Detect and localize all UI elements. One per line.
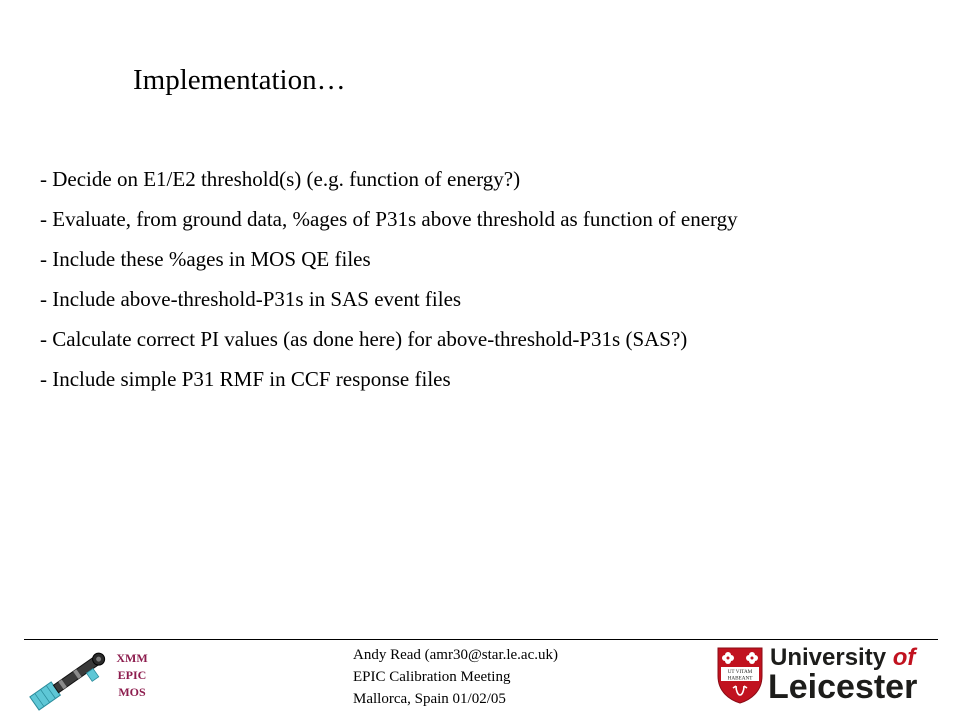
bullet-list xyxy=(40,166,738,406)
university-logo xyxy=(716,646,940,706)
author-info xyxy=(353,644,558,710)
bullet-item: - Include above-threshold-P31s in SAS event files xyxy=(40,287,462,311)
bullet-item: - Include these %ages in MOS QE files xyxy=(40,247,371,271)
author-line: EPIC Calibration Meeting xyxy=(353,669,511,685)
mission-line: XMM xyxy=(116,651,148,665)
bullet-item: - Decide on E1/E2 threshold(s) (e.g. function of energy?) xyxy=(40,167,521,191)
author-line: Mallorca, Spain 01/02/05 xyxy=(353,691,506,707)
crest-motto-bottom: HABEANT xyxy=(727,675,753,682)
mission-line: EPIC xyxy=(117,668,147,682)
university-word: University xyxy=(770,644,887,671)
footer-divider xyxy=(24,639,938,640)
crest-motto-top: UT VITAM xyxy=(727,669,753,675)
satellite-icon xyxy=(26,644,114,718)
author-line: Andy Read (amr30@star.le.ac.uk) xyxy=(353,647,558,663)
bullet-item: - Calculate correct PI values (as done here) for above-threshold-P31s (SAS?) xyxy=(40,327,688,351)
university-of: of xyxy=(892,644,916,671)
slide-title: Implementation… xyxy=(133,64,346,96)
university-name-line2: Leicester xyxy=(768,668,918,706)
university-crest-icon xyxy=(716,646,764,704)
bullet-item: - Include simple P31 RMF in CCF response files xyxy=(40,367,451,391)
bullet-item: - Evaluate, from ground data, %ages of P31s above threshold as function of energy xyxy=(40,207,738,231)
mission-line: MOS xyxy=(118,685,146,699)
mission-label xyxy=(108,650,156,701)
